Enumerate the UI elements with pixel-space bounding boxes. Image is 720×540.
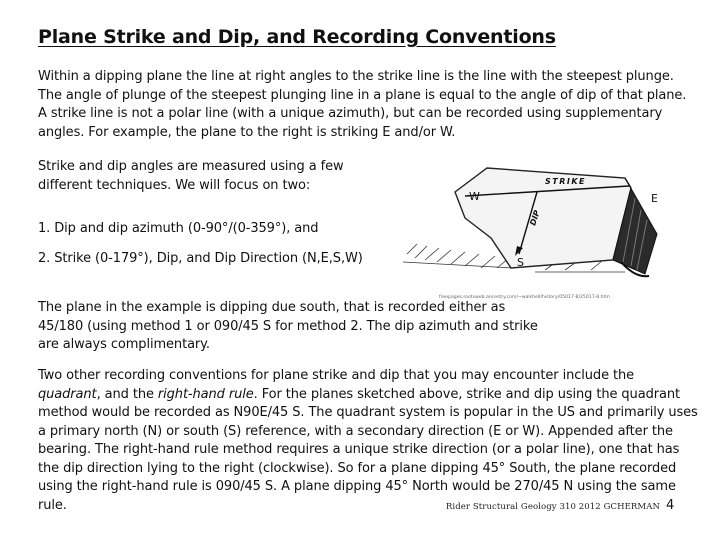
south-label: S (517, 256, 524, 269)
conventions-paragraph (38, 367, 698, 515)
dipping-plane-surface (455, 168, 631, 268)
strike-dip-block-sketch (395, 158, 685, 300)
image-credit: freepages.rootsweb.ancestry.com/~walshell/history/05017-8/25017-8.htm (439, 295, 610, 300)
conventions-text-3: . For the planes sketched above, strike and dip using the quadrant method would be recorded as N90E/45 S. The quadrant system is popular in the US and primarily uses a primary north (N) or south (S) reference, with a secondary direction (E or W). Appended after the bearing. The right-hand rule method requires a unique strike direction (or a polar line), one that has the dip direction lying to the right (clockwise). So for a plane dipping 45° South, the plane recorded using the right-hand rule is 090/45 S. A plane dipping 45° North would be 270/45 N using the same rule. (38, 386, 698, 513)
conventions-text-2: , and the (96, 386, 158, 402)
page-title: Plane Strike and Dip, and Recording Conventions (38, 26, 556, 48)
techniques-intro: Strike and dip angles are measured using a few different techniques. We will focus on two: (38, 159, 344, 193)
dip-label: DIP (528, 209, 542, 227)
east-label: E (651, 192, 658, 205)
quadrant-term: quadrant (38, 386, 97, 402)
west-label: W (469, 190, 480, 203)
method-2-item: 2. Strike (0-179°), Dip, and Dip Direction (N,E,S,W) (38, 251, 363, 266)
intro-paragraph: Within a dipping plane the line at right angles to the strike line is the line with the steepest plunge. The angle of plunge of the steepest plunging line in a plane is equal to the angle of dip of that plane. A strike line is not a polar line (with a unique azimuth), but can be recorded using supplementary angles. For example, the plane to the right is striking E and/or W. (38, 69, 687, 140)
page-number: 4 (666, 498, 675, 513)
strike-label: STRIKE (545, 177, 587, 186)
example-paragraph: The plane in the example is dipping due south, that is recorded either as 45/180 (using method 1 or 090/45 S for method 2. The dip azimuth and strike are always complimentary. (38, 300, 538, 352)
footer-credit: Rider Structural Geology 310 2012 GCHERMAN (445, 502, 660, 512)
method-1-item: 1. Dip and dip azimuth (0-90°/(0-359°), and (38, 221, 319, 236)
conventions-text-1: Two other recording conventions for plane strike and dip that you may encounter include the (38, 368, 635, 383)
right-hand-rule-term: right-hand rule (157, 386, 254, 402)
